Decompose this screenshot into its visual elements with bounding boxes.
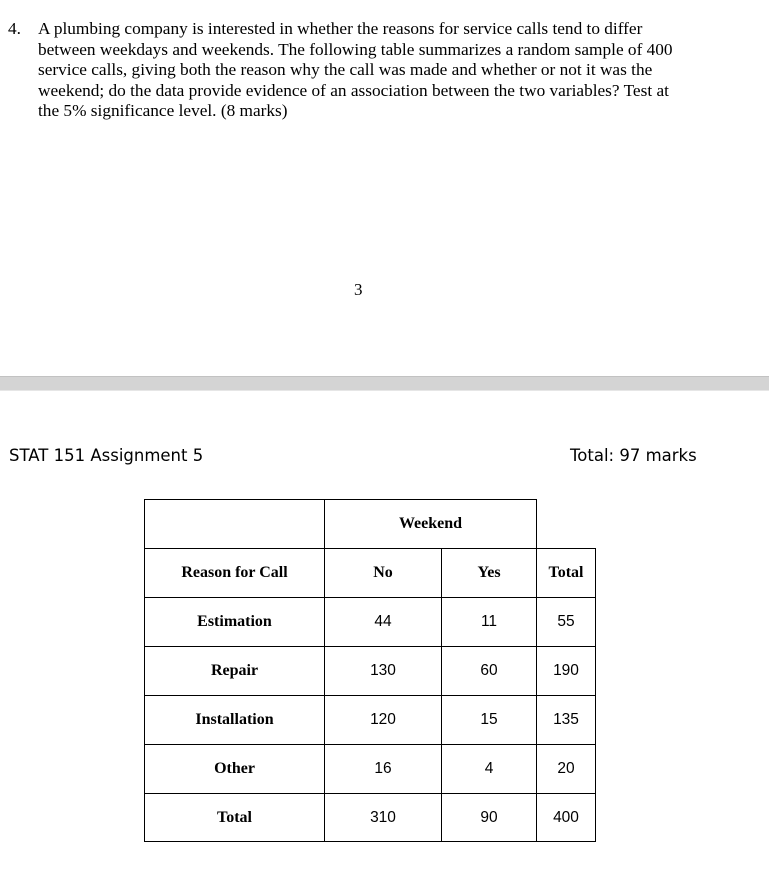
question-line: weekend; do the data provide evidence of an association between the two variables? Test at [38, 80, 669, 100]
cell-other-yes: 4 [441, 744, 537, 794]
page-number: 3 [354, 280, 363, 299]
table-corner-cell [144, 499, 325, 549]
row-label-estimation: Estimation [144, 597, 325, 647]
row-label-installation: Installation [144, 695, 325, 745]
cell-total-yes: 90 [441, 793, 537, 842]
cell-total-total: 400 [536, 793, 596, 842]
cell-estimation-total: 55 [536, 597, 596, 647]
cell-installation-total: 135 [536, 695, 596, 745]
cell-estimation-yes: 11 [441, 597, 537, 647]
cell-installation-no: 120 [324, 695, 442, 745]
question-line: the 5% significance level. (8 marks) [38, 101, 288, 121]
cell-repair-no: 130 [324, 646, 442, 696]
weekend-group-header: Weekend [324, 499, 537, 549]
cell-repair-yes: 60 [441, 646, 537, 696]
row-label-total: Total [144, 793, 325, 842]
question-line: A plumbing company is interested in whether the reasons for service calls tend to differ [38, 19, 643, 38]
cell-repair-total: 190 [536, 646, 596, 696]
page-separator [0, 376, 769, 391]
column-header-reason: Reason for Call [144, 548, 325, 598]
cell-other-total: 20 [536, 744, 596, 794]
question-line: between weekdays and weekends. The following table summarizes a random sample of 400 [38, 39, 673, 59]
question-text [38, 19, 728, 122]
cell-total-no: 310 [324, 793, 442, 842]
cell-other-no: 16 [324, 744, 442, 794]
total-marks: Total: 97 marks [570, 446, 697, 465]
cell-estimation-no: 44 [324, 597, 442, 647]
row-label-repair: Repair [144, 646, 325, 696]
question-number: 4. [8, 19, 21, 38]
column-header-yes: Yes [441, 548, 537, 598]
question-line: service calls, giving both the reason why the call was made and whether or not it was the [38, 60, 653, 80]
question-block [8, 19, 728, 122]
row-label-other: Other [144, 744, 325, 794]
column-header-no: No [324, 548, 442, 598]
column-header-total: Total [536, 548, 596, 598]
cell-installation-yes: 15 [441, 695, 537, 745]
assignment-title: STAT 151 Assignment 5 [9, 446, 204, 465]
